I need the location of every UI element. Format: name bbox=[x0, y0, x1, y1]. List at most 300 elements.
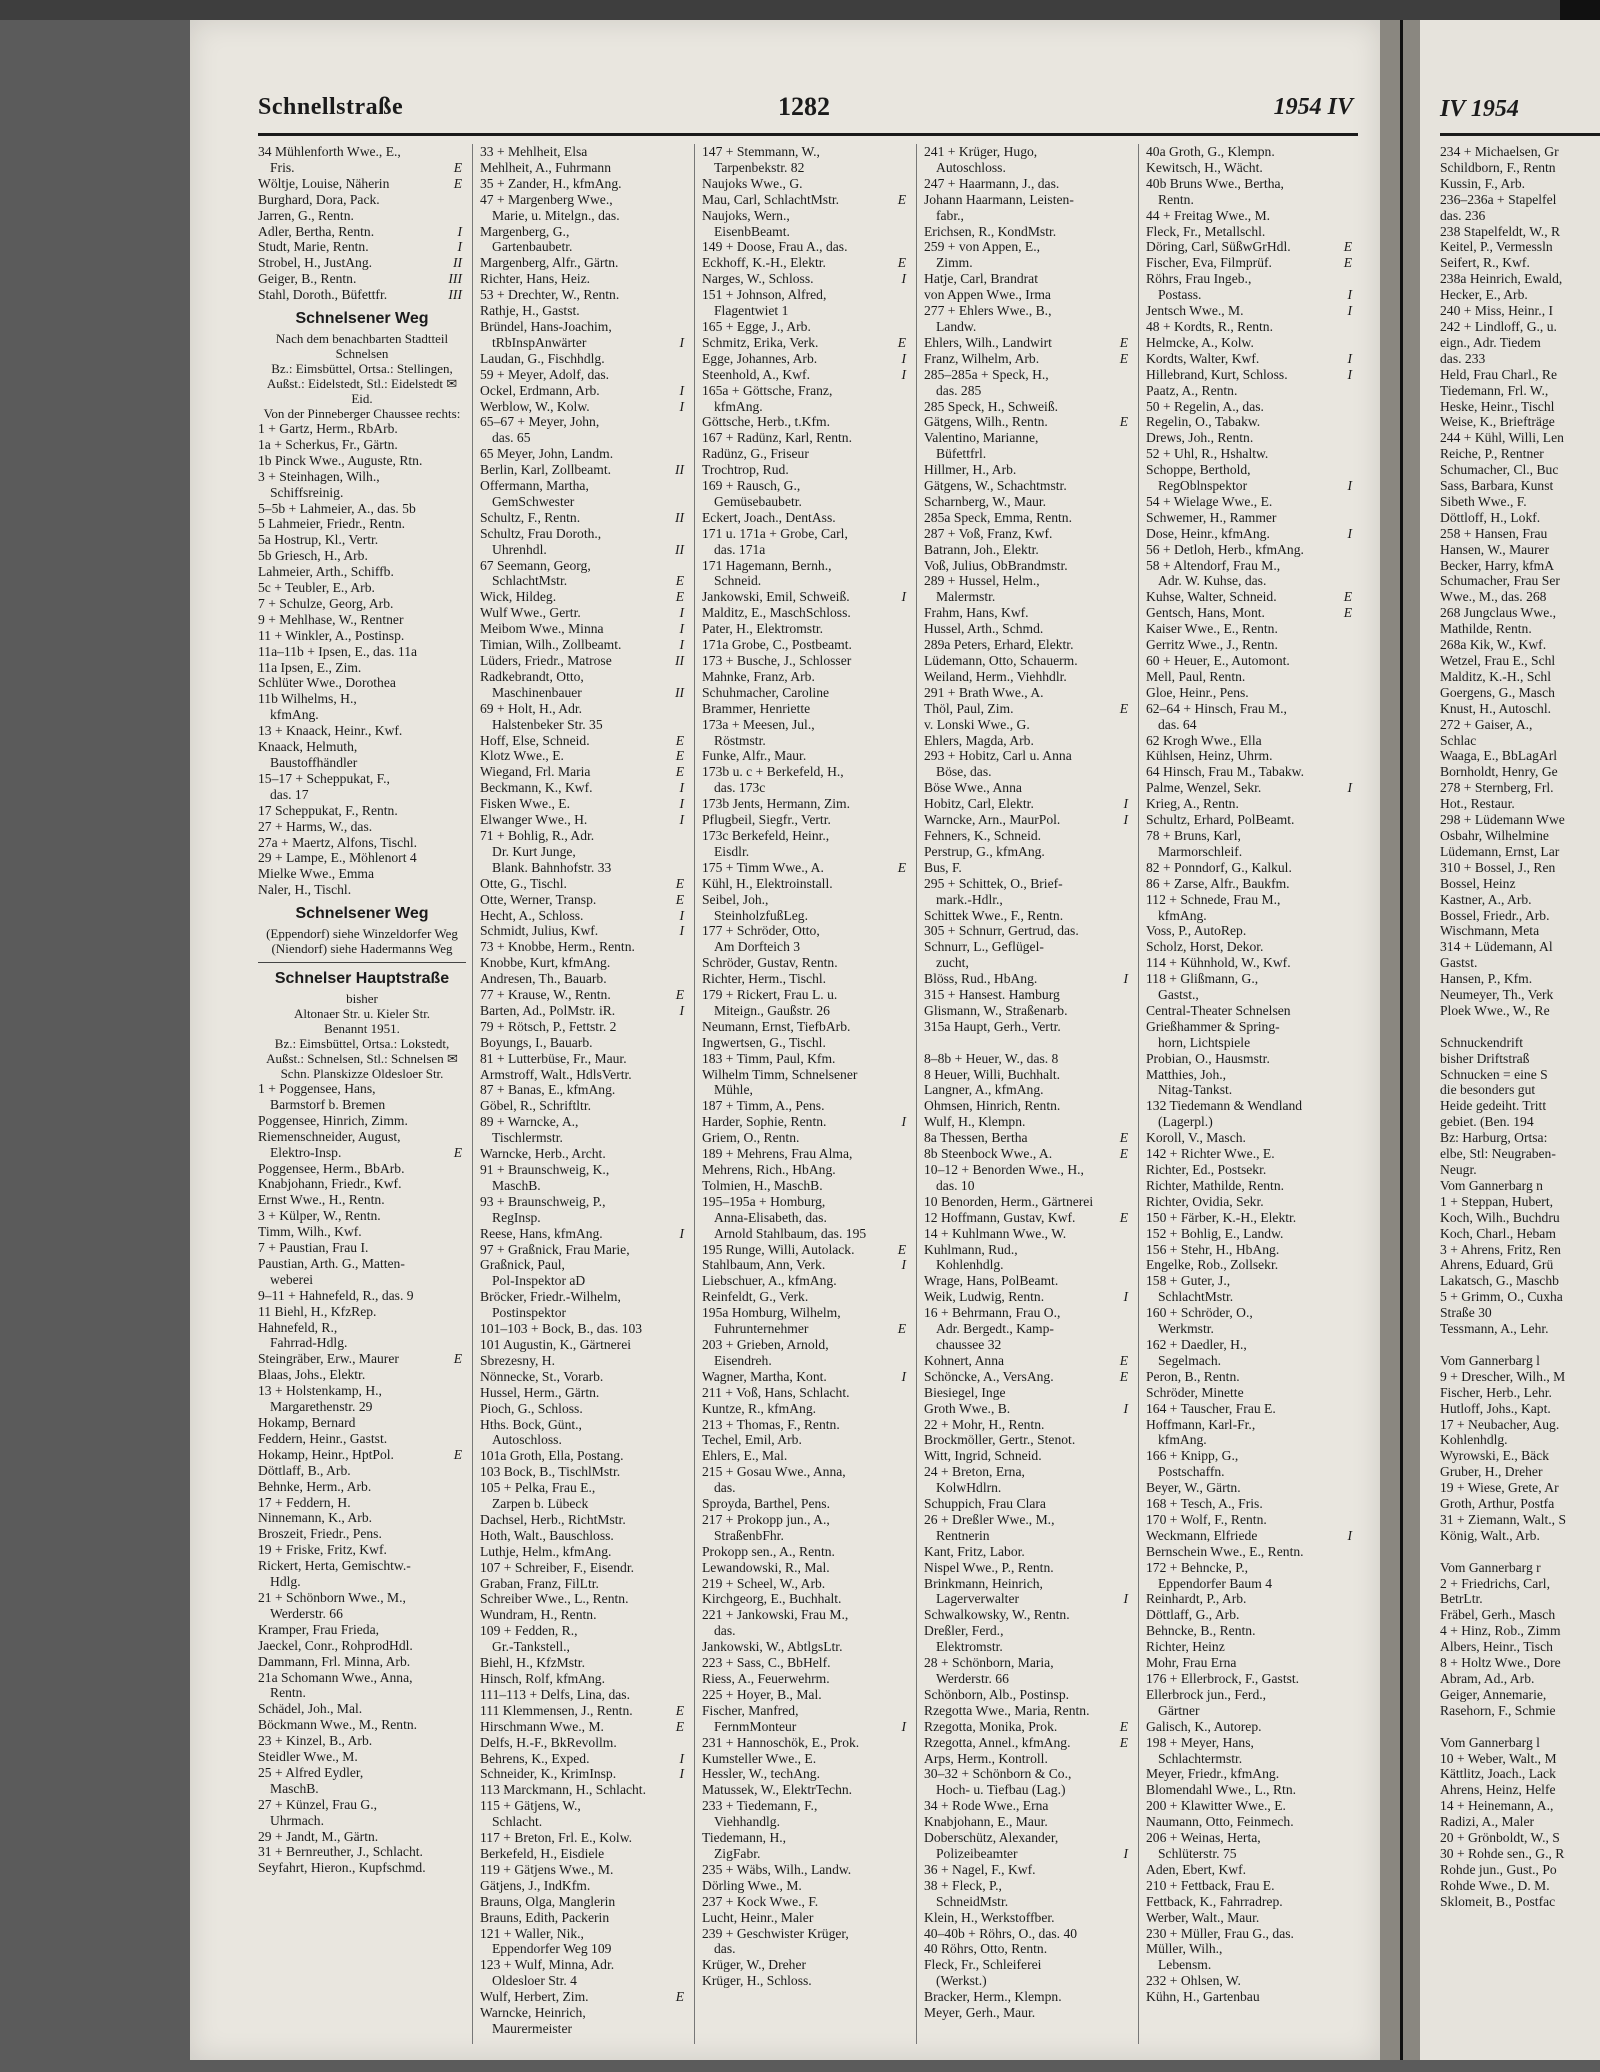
entry-text: Doberschütz, Alexander, bbox=[924, 1830, 1059, 1846]
entry-text: Kühlsen, Heinz, Uhrm. bbox=[1146, 748, 1273, 764]
entry-text: 162 + Daedler, H., bbox=[1146, 1336, 1247, 1352]
floor-marker: E bbox=[675, 732, 684, 748]
directory-entry bbox=[258, 1256, 466, 1272]
directory-entry bbox=[924, 1751, 1132, 1767]
directory-entry bbox=[702, 701, 910, 717]
directory-entry bbox=[1146, 399, 1356, 415]
entry-text: Jaeckel, Conr., RohprodHdl. bbox=[258, 1637, 413, 1653]
entry-text: kfmAng. bbox=[1158, 1432, 1207, 1448]
entry-text: Ernst Wwe., H., Rentn. bbox=[258, 1192, 385, 1208]
directory-entry bbox=[702, 1273, 910, 1289]
facing-page-entry: Tiedemann, Frl. W., bbox=[1440, 382, 1549, 398]
entry-text: 211 + Voß, Hans, Schlacht. bbox=[702, 1384, 850, 1400]
entry-text: zucht, bbox=[936, 955, 969, 971]
entry-text: Reinhardt, P., Arb. bbox=[1146, 1591, 1247, 1607]
entry-text: Dreßler, Ferd., bbox=[924, 1623, 1004, 1639]
entry-text: Armstroff, Walt., HdlsVertr. bbox=[480, 1066, 632, 1082]
entry-text: Mühle, bbox=[714, 1082, 753, 1098]
directory-entry bbox=[924, 383, 1132, 399]
facing-page-entry: 31 + Ziemann, Walt., S bbox=[1440, 1511, 1567, 1527]
facing-page-entry: Ahrens, Eduard, Grü bbox=[1440, 1257, 1554, 1273]
floor-marker: II bbox=[674, 509, 684, 525]
directory-entry bbox=[480, 1496, 688, 1512]
entry-text: Blöss, Rud., HbAng. bbox=[924, 971, 1038, 987]
directory-entry bbox=[480, 828, 688, 844]
entry-text: 5c + Teubler, E., Arb. bbox=[258, 580, 375, 596]
directory-entry bbox=[924, 1814, 1132, 1830]
directory-entry bbox=[702, 1114, 910, 1130]
directory-entry bbox=[258, 287, 466, 303]
entry-text: 13 + Knaack, Heinr., Kwf. bbox=[258, 723, 403, 739]
directory-entry bbox=[1146, 955, 1356, 971]
entry-text: 289 + Hussel, Helm., bbox=[924, 573, 1040, 589]
floor-marker: E bbox=[1119, 414, 1128, 430]
entry-text: Rentnerin bbox=[936, 1527, 990, 1543]
entry-text: Palme, Wenzel, Sekr. bbox=[1146, 780, 1262, 796]
directory-entry bbox=[1146, 1401, 1356, 1417]
entry-text: Jankowski, Emil, Schweiß. bbox=[702, 589, 850, 605]
directory-entry bbox=[1146, 1957, 1356, 1973]
entry-text: 107 + Schreiber, F., Eisendr. bbox=[480, 1559, 635, 1575]
entry-text: Rzegotta, Annel., kfmAng. bbox=[924, 1734, 1071, 1750]
directory-entry bbox=[1146, 1894, 1356, 1910]
floor-marker: I bbox=[679, 398, 684, 414]
facing-page-entry: Gruber, H., Dreher bbox=[1440, 1464, 1543, 1480]
floor-marker: I bbox=[1123, 1400, 1128, 1416]
directory-entry bbox=[1146, 733, 1356, 749]
entry-text: Matussek, W., ElektrTechn. bbox=[702, 1782, 853, 1798]
directory-entry bbox=[1146, 1703, 1356, 1719]
directory-entry bbox=[1146, 462, 1356, 478]
facing-page-entry: 238a Heinrich, Ewald, bbox=[1440, 271, 1563, 287]
directory-entry bbox=[702, 1862, 910, 1878]
entry-text: Blank. Bahnhofstr. 33 bbox=[492, 859, 612, 875]
directory-entry bbox=[924, 1385, 1132, 1401]
entry-text: das. 285 bbox=[936, 382, 982, 398]
directory-entry bbox=[1146, 892, 1356, 908]
directory-entry bbox=[1146, 303, 1356, 319]
directory-entry bbox=[924, 1591, 1132, 1607]
directory-entry bbox=[480, 764, 688, 780]
entry-text: 3 + Steinhagen, Wilh., bbox=[258, 468, 380, 484]
entry-text: 277 + Ehlers Wwe., B., bbox=[924, 303, 1052, 319]
floor-marker: E bbox=[1119, 1146, 1128, 1162]
directory-entry bbox=[702, 478, 910, 494]
floor-marker: I bbox=[679, 812, 684, 828]
entry-text: Otte, G., Tischl. bbox=[480, 875, 567, 891]
entry-text: Schultz, F., Rentn. bbox=[480, 509, 581, 525]
entry-text: 203 + Grieben, Arnold, bbox=[702, 1336, 829, 1352]
entry-text: Schröder, Gustav, Rentn. bbox=[702, 955, 838, 971]
directory-entry bbox=[924, 621, 1132, 637]
floor-marker: I bbox=[1347, 525, 1352, 541]
entry-text: Röstmstr. bbox=[714, 732, 766, 748]
directory-entry bbox=[924, 701, 1132, 717]
entry-text: SchneidMstr. bbox=[936, 1893, 1009, 1909]
facing-page-entry: Hansen, P., Kfm. bbox=[1440, 971, 1533, 987]
directory-entry bbox=[258, 1288, 466, 1304]
directory-entry bbox=[702, 1178, 910, 1194]
facing-page-entry: 234 + Michaelsen, Gr bbox=[1440, 144, 1559, 159]
entry-text: 8a Thessen, Bertha bbox=[924, 1130, 1028, 1146]
entry-text: Burghard, Dora, Pack. bbox=[258, 191, 380, 207]
directory-entry bbox=[702, 224, 910, 240]
floor-marker: I bbox=[1123, 1591, 1128, 1607]
directory-entry bbox=[1146, 1671, 1356, 1687]
directory-entry bbox=[702, 1894, 910, 1910]
entry-text: 289a Peters, Erhard, Elektr. bbox=[924, 637, 1074, 653]
entry-text: SchlachtMstr. bbox=[492, 573, 568, 589]
directory-entry bbox=[480, 987, 688, 1003]
entry-text: Nispel Wwe., P., Rentn. bbox=[924, 1559, 1054, 1575]
entry-text: 89 + Warncke, A., bbox=[480, 1114, 579, 1130]
entry-text: Adr. Bergedt., Kamp- bbox=[936, 1321, 1054, 1337]
floor-marker: E bbox=[897, 334, 906, 350]
floor-marker: I bbox=[679, 1225, 684, 1241]
directory-entry bbox=[702, 558, 910, 574]
entry-text: Valentino, Marianne, bbox=[924, 430, 1039, 446]
facing-page-entry: Becker, Harry, kfmA bbox=[1440, 557, 1555, 573]
facing-page-entry: Schumacher, Frau Ser bbox=[1440, 573, 1560, 589]
entry-text: Fischer, Eva, Filmprüf. bbox=[1146, 255, 1272, 271]
directory-entry bbox=[480, 1385, 688, 1401]
directory-entry bbox=[702, 1623, 910, 1639]
facing-page-entry: Sibeth Wwe., F. bbox=[1440, 493, 1527, 509]
entry-text: Mahnke, Franz, Arb. bbox=[702, 668, 815, 684]
directory-entry bbox=[258, 1415, 466, 1431]
floor-marker: E bbox=[1119, 350, 1128, 366]
facing-page-entry: Heide gedeiht. Tritt bbox=[1440, 1098, 1547, 1114]
entry-text: 59 + Meyer, Adolf, das. bbox=[480, 366, 610, 382]
entry-text: 164 + Tauscher, Frau E. bbox=[1146, 1400, 1276, 1416]
entry-text: 305 + Schnurr, Gertrud, das. bbox=[924, 923, 1079, 939]
directory-entry bbox=[480, 1719, 688, 1735]
directory-entry bbox=[1146, 812, 1356, 828]
entry-text: Schultz, Erhard, PolBeamt. bbox=[1146, 812, 1295, 828]
directory-entry bbox=[480, 192, 688, 208]
entry-text: Elwanger Wwe., H. bbox=[480, 812, 588, 828]
facing-page-entry: Neumeyer, Th., Verk bbox=[1440, 987, 1554, 1003]
entry-text: Meyer, Gerh., Maur. bbox=[924, 2005, 1036, 2021]
entry-text: Fisken Wwe., E. bbox=[480, 796, 570, 812]
entry-text: 285 Speck, H., Schweiß. bbox=[924, 398, 1059, 414]
facing-page-entry: Wyrowski, E., Bäck bbox=[1440, 1448, 1550, 1464]
directory-entry bbox=[702, 1401, 910, 1417]
directory-entry bbox=[1146, 144, 1356, 160]
entry-text: Hillebrand, Kurt, Schloss. bbox=[1146, 366, 1288, 382]
entry-text: Berkefeld, H., Eisdiele bbox=[480, 1845, 605, 1861]
directory-entry bbox=[924, 892, 1132, 908]
entry-text: Gentsch, Hans, Mont. bbox=[1146, 605, 1265, 621]
directory-entry bbox=[480, 1703, 688, 1719]
entry-text: Büfettfrl. bbox=[936, 446, 987, 462]
directory-entry bbox=[480, 1194, 688, 1210]
directory-entry bbox=[702, 955, 910, 971]
directory-entry bbox=[480, 573, 688, 589]
entry-text: Miteign., Gaußstr. 26 bbox=[714, 1002, 830, 1018]
directory-entry bbox=[258, 660, 466, 676]
facing-page-entry: 310 + Bossel, J., Ren bbox=[1440, 859, 1556, 875]
directory-entry bbox=[924, 1623, 1132, 1639]
floor-marker: I bbox=[679, 923, 684, 939]
entry-text: Werber, Walt., Maur. bbox=[1146, 1909, 1260, 1925]
entry-text: Probian, O., Hausmstr. bbox=[1146, 1050, 1270, 1066]
entry-text: 73 + Knobbe, Herm., Rentn. bbox=[480, 939, 635, 955]
directory-entry bbox=[702, 892, 910, 908]
entry-text: Schnurr, L., Geflügel- bbox=[924, 939, 1044, 955]
entry-text: 232 + Ohlsen, W. bbox=[1146, 1973, 1241, 1989]
directory-entry bbox=[702, 1735, 910, 1751]
entry-text: Liebschuer, A., kfmAng. bbox=[702, 1273, 837, 1289]
floor-marker: I bbox=[1347, 478, 1352, 494]
entry-text: Fleck, Fr., Schleiferei bbox=[924, 1957, 1042, 1973]
entry-text: 235 + Wäbs, Wilh., Landw. bbox=[702, 1861, 852, 1877]
column-divider bbox=[694, 144, 695, 2044]
facing-page-entry: Straße 30 bbox=[1440, 1305, 1492, 1321]
entry-text: Bus, F. bbox=[924, 859, 962, 875]
entry-text: Schlüter Wwe., Dorothea bbox=[258, 675, 396, 691]
entry-text: 291 + Brath Wwe., A. bbox=[924, 684, 1044, 700]
facing-page-entry bbox=[1440, 1337, 1600, 1353]
directory-entry bbox=[924, 669, 1132, 685]
entry-text: Radünz, G., Friseur bbox=[702, 446, 809, 462]
directory-entry bbox=[480, 1178, 688, 1194]
entry-text: 7 + Paustian, Frau I. bbox=[258, 1240, 369, 1256]
entry-text: 315a Haupt, Gerh., Vertr. bbox=[924, 1018, 1061, 1034]
directory-entry bbox=[924, 828, 1132, 844]
directory-entry bbox=[1146, 1226, 1356, 1242]
entry-text: 40 Röhrs, Otto, Rentn. bbox=[924, 1941, 1048, 1957]
entry-text: 14 + Kuhlmann Wwe., W. bbox=[924, 1225, 1067, 1241]
directory-entry bbox=[924, 1273, 1132, 1289]
directory-entry bbox=[924, 1321, 1132, 1337]
entry-text: Paustian, Arth. G., Matten- bbox=[258, 1255, 405, 1271]
directory-entry bbox=[1146, 1146, 1356, 1162]
entry-text: 176 + Ellerbrock, F., Gastst. bbox=[1146, 1671, 1300, 1686]
header-rule bbox=[258, 133, 1358, 136]
directory-entry bbox=[1146, 1926, 1356, 1942]
entry-text: Dachsel, Herb., RichtMstr. bbox=[480, 1511, 626, 1527]
running-head-street: Schnellstraße bbox=[258, 94, 404, 120]
directory-entry bbox=[258, 1383, 466, 1399]
entry-text: Brauns, Edith, Packerin bbox=[480, 1909, 610, 1925]
entry-text: Richter, Mathilde, Rentn. bbox=[1146, 1177, 1285, 1193]
directory-entry bbox=[1146, 351, 1356, 367]
entry-text: 64 Hinsch, Frau M., Tabakw. bbox=[1146, 764, 1304, 780]
floor-marker: I bbox=[679, 605, 684, 621]
directory-entry bbox=[924, 144, 1132, 160]
directory-entry bbox=[258, 1431, 466, 1447]
directory-entry bbox=[924, 908, 1132, 924]
facing-page-entry: Bossel, Friedr., Arb. bbox=[1440, 907, 1550, 923]
entry-text: Böse, das. bbox=[936, 764, 992, 780]
directory-entry bbox=[480, 1894, 688, 1910]
entry-text: 54 + Wielage Wwe., E. bbox=[1146, 493, 1273, 509]
entry-text: Fahrrad-Hdlg. bbox=[270, 1335, 348, 1351]
directory-entry bbox=[1146, 1782, 1356, 1798]
entry-text: Ninnemann, K., Arb. bbox=[258, 1510, 373, 1526]
directory-entry bbox=[1146, 1035, 1356, 1051]
entry-text: 111–113 + Delfs, Lina, das. bbox=[480, 1686, 630, 1702]
facing-page-entry: Hutloff, Johs., Kapt. bbox=[1440, 1400, 1551, 1416]
entry-text: Schuhmacher, Caroline bbox=[702, 684, 830, 700]
directory-entry bbox=[1146, 1735, 1356, 1751]
entry-text: Hahnefeld, R., bbox=[258, 1319, 338, 1335]
entry-text: Harder, Sophie, Rentn. bbox=[702, 1114, 827, 1130]
directory-entry bbox=[702, 1544, 910, 1560]
entry-text: 219 + Scheel, W., Arb. bbox=[702, 1575, 826, 1591]
entry-text: 101–103 + Bock, B., das. 103 bbox=[480, 1321, 643, 1337]
directory-entry bbox=[258, 644, 466, 660]
directory-entry bbox=[480, 685, 688, 701]
entry-text: Kohnert, Anna bbox=[924, 1352, 1005, 1368]
entry-text: Ehlers, Wilh., Landwirt bbox=[924, 334, 1052, 350]
entry-text: Kewitsch, H., Wächt. bbox=[1146, 159, 1263, 175]
directory-entry bbox=[480, 605, 688, 621]
directory-entry bbox=[924, 589, 1132, 605]
floor-marker: E bbox=[897, 1241, 906, 1257]
entry-text: weberei bbox=[270, 1271, 314, 1287]
directory-entry bbox=[258, 453, 466, 469]
entry-text: 11 Biehl, H., KfzRep. bbox=[258, 1303, 377, 1319]
entry-text: Kuhse, Walter, Schneid. bbox=[1146, 589, 1277, 605]
facing-page-entry: Koch, Wilh., Buchdru bbox=[1440, 1209, 1560, 1225]
directory-entry bbox=[258, 192, 466, 208]
entry-text: Gerritz Wwe., J., Rentn. bbox=[1146, 637, 1278, 653]
entry-text: Arnold Stahlbaum, das. 195 bbox=[714, 1225, 867, 1241]
directory-entry bbox=[702, 573, 910, 589]
entry-text: Scharnberg, W., Maur. bbox=[924, 493, 1047, 509]
directory-entry bbox=[480, 1353, 688, 1369]
floor-marker: I bbox=[901, 350, 906, 366]
entry-text: Döttlaff, B., Arb. bbox=[258, 1462, 351, 1478]
entry-text: Seibel, Joh., bbox=[702, 891, 769, 907]
directory-entry bbox=[1146, 1910, 1356, 1926]
directory-entry bbox=[702, 494, 910, 510]
directory-entry bbox=[258, 255, 466, 271]
entry-text: 105 + Pelka, Frau E., bbox=[480, 1480, 596, 1496]
entry-text: Funke, Alfr., Maur. bbox=[702, 748, 807, 764]
entry-text: 315 + Hansest. Hamburg bbox=[924, 987, 1060, 1003]
directory-entry bbox=[258, 1320, 466, 1336]
entry-text: 44 + Freitag Wwe., M. bbox=[1146, 207, 1271, 223]
directory-entry bbox=[924, 224, 1132, 240]
facing-page-entry: Schlac bbox=[1440, 732, 1477, 748]
directory-entry bbox=[924, 1607, 1132, 1623]
directory-entry bbox=[702, 1194, 910, 1210]
facing-page-entry: Fräbel, Gerh., Masch bbox=[1440, 1607, 1556, 1623]
directory-entry bbox=[702, 1878, 910, 1894]
directory-entry bbox=[258, 1447, 466, 1463]
entry-text: Klein, H., Werkstoffber. bbox=[924, 1909, 1055, 1925]
directory-entry bbox=[702, 1146, 910, 1162]
directory-entry bbox=[1146, 844, 1356, 860]
directory-entry bbox=[480, 335, 688, 351]
directory-entry bbox=[924, 1194, 1132, 1210]
directory-entry bbox=[702, 1051, 910, 1067]
entry-text: Riemenschneider, August, bbox=[258, 1128, 401, 1144]
directory-entry bbox=[924, 1862, 1132, 1878]
directory-entry bbox=[702, 1496, 910, 1512]
entry-text: 173b u. c + Berkefeld, H., bbox=[702, 764, 844, 780]
entry-text: Luthje, Helm., kfmAng. bbox=[480, 1543, 612, 1559]
directory-entry bbox=[480, 923, 688, 939]
entry-text: 11 + Winkler, A., Postinsp. bbox=[258, 627, 405, 643]
facing-page-entry: Vom Gannerbarg l bbox=[1440, 1734, 1540, 1750]
directory-entry bbox=[258, 1335, 466, 1351]
directory-entry bbox=[258, 144, 466, 160]
directory-entry bbox=[258, 1829, 466, 1845]
entry-text: Krüger, W., Dreher bbox=[702, 1957, 807, 1973]
directory-entry bbox=[924, 939, 1132, 955]
entry-text: Schlachtermstr. bbox=[1158, 1750, 1243, 1766]
entry-text: Adr. W. Kuhse, das. bbox=[1158, 573, 1267, 589]
entry-text: Eisdlr. bbox=[714, 843, 750, 859]
directory-entry bbox=[702, 335, 910, 351]
facing-page-entry: Waaga, E., BbLagArl bbox=[1440, 748, 1558, 764]
directory-entry bbox=[924, 446, 1132, 462]
entry-text: Steidler Wwe., M. bbox=[258, 1749, 358, 1765]
directory-entry bbox=[480, 1305, 688, 1321]
directory-entry bbox=[702, 1830, 910, 1846]
directory-entry bbox=[480, 589, 688, 605]
entry-text: 103 Bock, B., TischlMstr. bbox=[480, 1464, 621, 1480]
directory-entry bbox=[1146, 1369, 1356, 1385]
entry-text: 187 + Timm, A., Pens. bbox=[702, 1098, 825, 1114]
entry-text: Lüders, Friedr., Matrose bbox=[480, 653, 612, 668]
floor-marker: I bbox=[901, 366, 906, 382]
floor-marker: E bbox=[675, 891, 684, 907]
directory-entry bbox=[258, 1733, 466, 1749]
directory-entry bbox=[924, 1035, 1132, 1051]
directory-entry bbox=[702, 1242, 910, 1258]
entry-text: Jentsch Wwe., M. bbox=[1146, 303, 1244, 319]
entry-text: 25 + Alfred Eydler, bbox=[258, 1764, 364, 1780]
facing-page-entry: Mathilde, Rentn. bbox=[1440, 621, 1532, 637]
entry-text: Berlin, Karl, Zollbeamt. bbox=[480, 462, 611, 478]
entry-text: Uhrenhdl. bbox=[492, 541, 547, 557]
entry-text: EisenbBeamt. bbox=[714, 223, 790, 239]
directory-entry bbox=[702, 1305, 910, 1321]
entry-text: 285–285a + Speck, H., bbox=[924, 366, 1049, 382]
entry-text: Pol-Inspektor aD bbox=[492, 1273, 586, 1289]
entry-text: 86 + Zarse, Alfr., Baukfm. bbox=[1146, 875, 1290, 891]
entry-text: 259 + von Appen, E., bbox=[924, 239, 1041, 255]
entry-text: 77 + Krause, W., Rentn. bbox=[480, 987, 611, 1003]
directory-entry bbox=[702, 1655, 910, 1671]
floor-marker: E bbox=[897, 1321, 906, 1337]
directory-entry bbox=[1146, 1941, 1356, 1957]
directory-entry bbox=[258, 1542, 466, 1558]
facing-page-entry: Neugr. bbox=[1440, 1162, 1477, 1177]
entry-text: Gastst., bbox=[1158, 987, 1199, 1003]
entry-text: Schultz, Frau Doroth., bbox=[480, 525, 602, 541]
entry-text: 213 + Thomas, F., Rentn. bbox=[702, 1416, 840, 1432]
directory-entry bbox=[702, 1019, 910, 1035]
directory-entry bbox=[1146, 1846, 1356, 1862]
directory-entry bbox=[1146, 367, 1356, 383]
entry-text: 81 + Lutterbüse, Fr., Maur. bbox=[480, 1050, 627, 1066]
facing-page-entry: 236–236a + Stapelfel bbox=[1440, 191, 1557, 207]
directory-entry bbox=[924, 1957, 1132, 1973]
facing-page-entry: Keitel, P., Vermessln bbox=[1440, 239, 1553, 255]
entry-text: Kohlenhdlg. bbox=[936, 1257, 1004, 1273]
entry-text: Marmorschleif. bbox=[1158, 843, 1243, 859]
directory-entry bbox=[924, 653, 1132, 669]
entry-text: Tolmien, H., MaschB. bbox=[702, 1177, 823, 1193]
directory-entry bbox=[480, 1273, 688, 1289]
entry-text: Schreiber Wwe., L., Rentn. bbox=[480, 1591, 629, 1607]
